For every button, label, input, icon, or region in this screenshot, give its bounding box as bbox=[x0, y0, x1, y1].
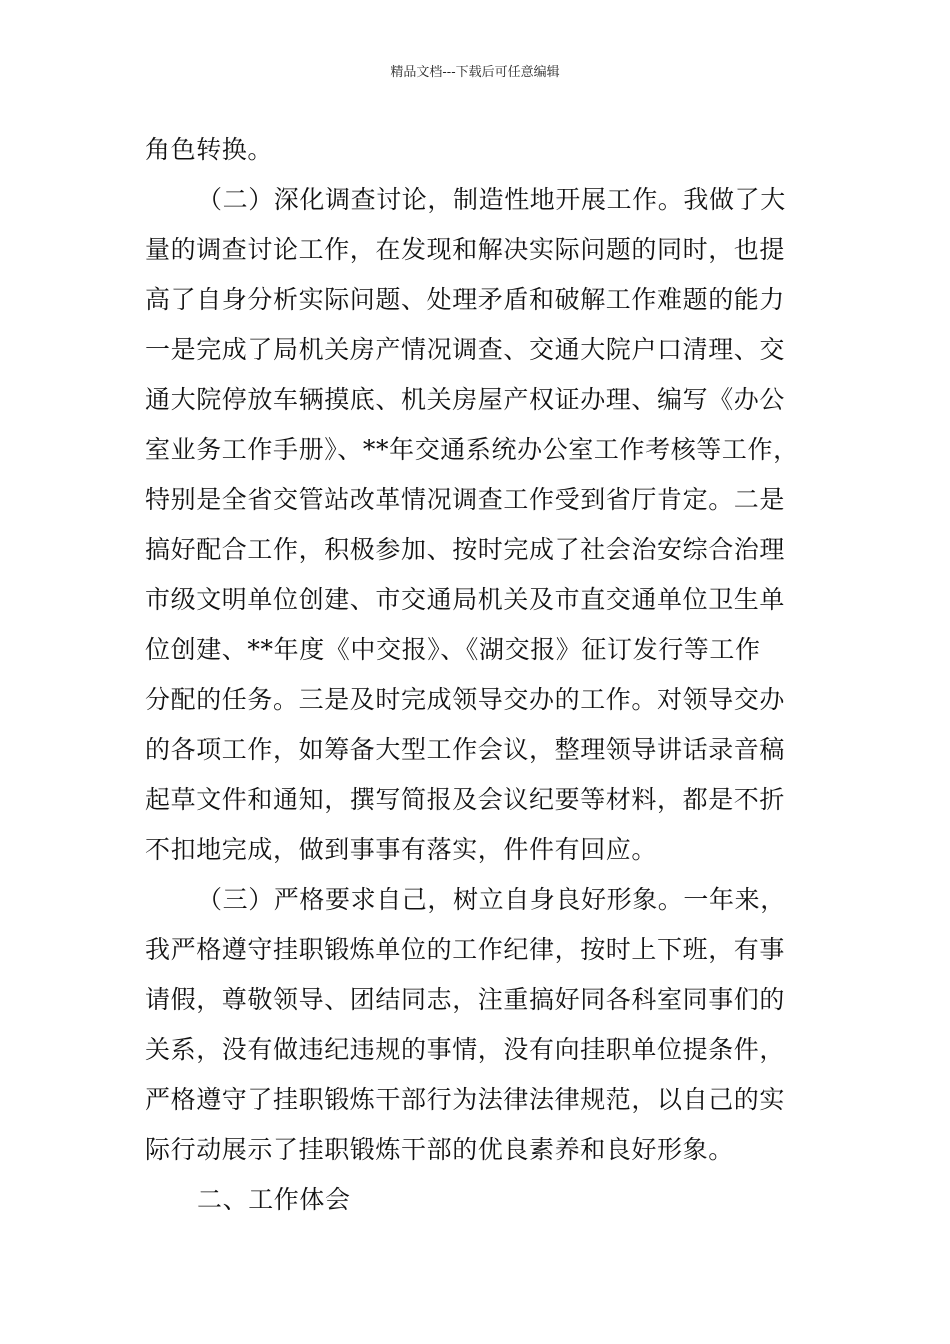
body-line: 起草文件和通知，撰写简报及会议纪要等材料，都是不折 bbox=[145, 785, 786, 814]
body-line: 通大院停放车辆摸底、机关房屋产权证办理、编写《办公 bbox=[145, 385, 786, 414]
body-line: 不扣地完成，做到事事有落实，件件有回应。 bbox=[145, 835, 658, 864]
body-line: 严格遵守了挂职锻炼干部行为法律法律规范，以自己的实 bbox=[145, 1085, 786, 1114]
body-line: 分配的任务。三是及时完成领导交办的工作。对领导交办 bbox=[145, 685, 786, 714]
body-line: 请假，尊敬领导、团结同志，注重搞好同各科室同事们的 bbox=[145, 985, 786, 1014]
body-line: 高了自身分析实际问题、处理矛盾和破解工作难题的能力 bbox=[145, 285, 786, 314]
body-line: 我严格遵守挂职锻炼单位的工作纪律，按时上下班，有事 bbox=[145, 935, 786, 964]
body-line: 关系，没有做违纪违规的事情，没有向挂职单位提条件， bbox=[145, 1035, 786, 1064]
body-line: 市级文明单位创建、市交通局机关及市直交通单位卫生单 bbox=[145, 585, 786, 614]
body-line: 际行动展示了挂职锻炼干部的优良素养和良好形象。 bbox=[145, 1135, 734, 1164]
body-line: 搞好配合工作，积极参加、按时完成了社会治安综合治理 bbox=[145, 535, 786, 564]
page-header: 精品文档---下载后可任意编辑 bbox=[390, 65, 560, 80]
body-line: 室业务工作手册》、**年交通系统办公室工作考核等工作， bbox=[145, 435, 799, 464]
body-line: 位创建、**年度《中交报》、《湖交报》征订发行等工作 bbox=[145, 635, 761, 664]
body-line: 量的调查讨论工作，在发现和解决实际问题的同时，也提 bbox=[145, 235, 786, 264]
body-line: 一是完成了局机关房产情况调查、交通大院户口清理、交 bbox=[145, 335, 786, 364]
section-heading-line: （二）深化调查讨论，制造性地开展工作。我做了大 bbox=[197, 185, 786, 214]
section-title: 二、工作体会 bbox=[197, 1185, 351, 1214]
section-heading-line: （三）严格要求自己，树立自身良好形象。一年来， bbox=[197, 885, 786, 914]
body-line: 的各项工作，如筹备大型工作会议，整理领导讲话录音稿 bbox=[145, 735, 786, 764]
body-line: 角色转换。 bbox=[145, 135, 274, 164]
body-line: 特别是全省交管站改革情况调查工作受到省厅肯定。二是 bbox=[145, 485, 786, 514]
